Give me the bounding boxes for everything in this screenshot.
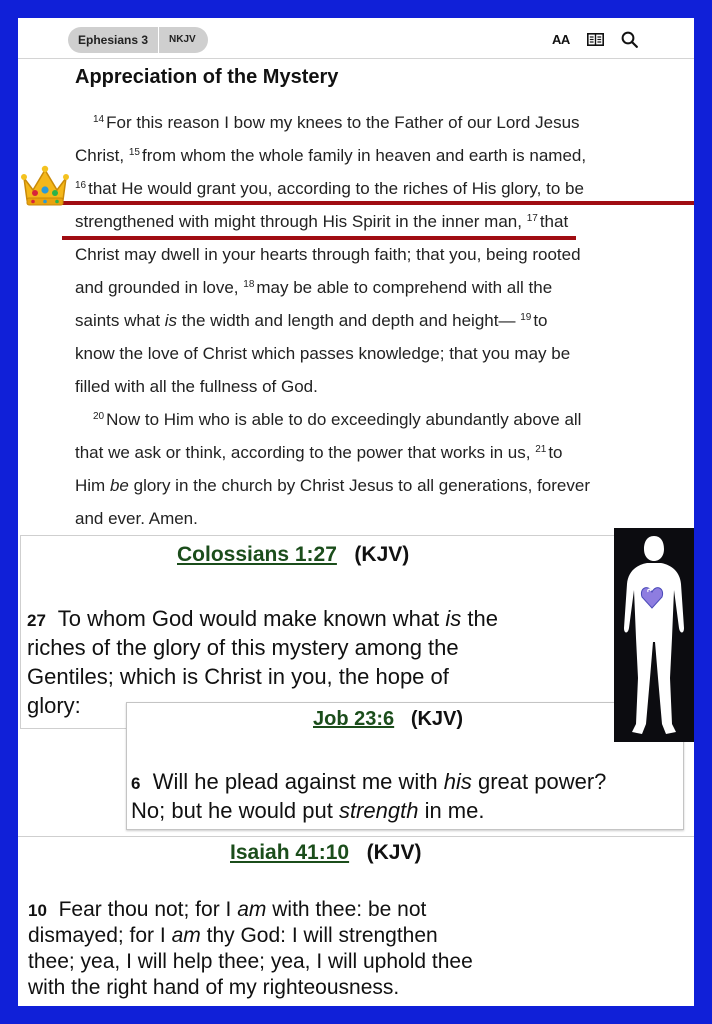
verse-text-line: 27 To whom God would make known what is the (27, 606, 499, 631)
colossians-verse-card (20, 535, 622, 729)
verse-number: 17 (526, 213, 538, 224)
font-size-button[interactable]: AA (552, 32, 570, 47)
verse-line: that we ask or think, according to the power that works in us, $^{21}$ to (75, 443, 563, 462)
section-heading: Appreciation of the Mystery (75, 66, 339, 88)
verse-text-line: 6 Will he plead against me with his great power? (131, 769, 607, 794)
verse-line: strengthened with might through His Spirit in the inner man, $^{17}$ that (75, 212, 569, 231)
book-version-selector[interactable] (68, 27, 208, 53)
highlight-underline (62, 236, 576, 240)
verse-line: $^{14}$ For this reason I bow my knees to the Father of our Lord Jesus (93, 113, 580, 132)
verse-number: 18 (243, 279, 255, 290)
silhouette-heart-image (614, 528, 694, 742)
verse-line: $^{16}$ that He would grant you, according to the riches of His glory, to be (75, 179, 584, 198)
verse-reference: Job 23:6 (KJV) (313, 708, 464, 730)
version-button[interactable]: NKJV (169, 34, 196, 45)
search-icon[interactable] (621, 31, 638, 48)
verse-text-line: with the right hand of my righteousness. (28, 976, 400, 999)
verse-line: know the love of Christ which passes knowledge; that you may be (75, 344, 571, 363)
book-icon[interactable] (587, 33, 604, 46)
verse-line: filled with all the fullness of God. (75, 377, 318, 396)
book-chapter-button[interactable]: Ephesians 3 (78, 33, 149, 47)
verse-line: and ever. Amen. (75, 509, 198, 528)
job-verse-card (126, 702, 684, 830)
highlight-underline (62, 201, 694, 205)
verse-text-line: dismayed; for I am thy God: I will strengthen (28, 924, 438, 947)
verse-number: 19 (520, 312, 532, 323)
verse-text-line: Gentiles; which is Christ in you, the hope of (27, 664, 449, 689)
verse-number: 15 (128, 147, 140, 158)
verse-text-line: No; but he would put strength in me. (131, 798, 485, 823)
verse-number: 20 (93, 411, 105, 422)
verse-line: Christ, $^{15}$ from whom the whole family in heaven and earth is named, (75, 146, 587, 165)
verse-text-line: glory: (27, 693, 81, 718)
reader-toolbar (18, 18, 694, 59)
verse-line: $^{20}$ Now to Him who is able to do exceedingly abundantly above all (93, 410, 582, 429)
verse-text-line: 10 Fear thou not; for I am with thee: be not (28, 898, 427, 921)
verse-line: saints what is the width and length and depth and height— $^{19}$ to (75, 311, 548, 330)
verse-reference: Isaiah 41:10 (KJV) (230, 841, 422, 864)
verse-text-line: riches of the glory of this mystery among the (27, 635, 459, 660)
verse-line: Him be glory in the church by Christ Jesus to all generations, forever (75, 476, 590, 495)
verse-line: and grounded in love, $^{18}$ may be able to comprehend with all the (75, 278, 553, 297)
reader-page (18, 18, 694, 1006)
verse-line: Christ may dwell in your hearts through faith; that you, being rooted (75, 245, 581, 264)
verse-number: 21 (535, 444, 547, 455)
isaiah-verse-card (18, 836, 694, 1006)
crown-icon (20, 164, 70, 208)
verse-text-line: thee; yea, I will help thee; yea, I will uphold thee (28, 950, 473, 973)
verse-number: 14 (93, 114, 105, 125)
verse-reference: Colossians 1:27 (KJV) (177, 543, 410, 566)
verse-number: 16 (75, 180, 87, 191)
